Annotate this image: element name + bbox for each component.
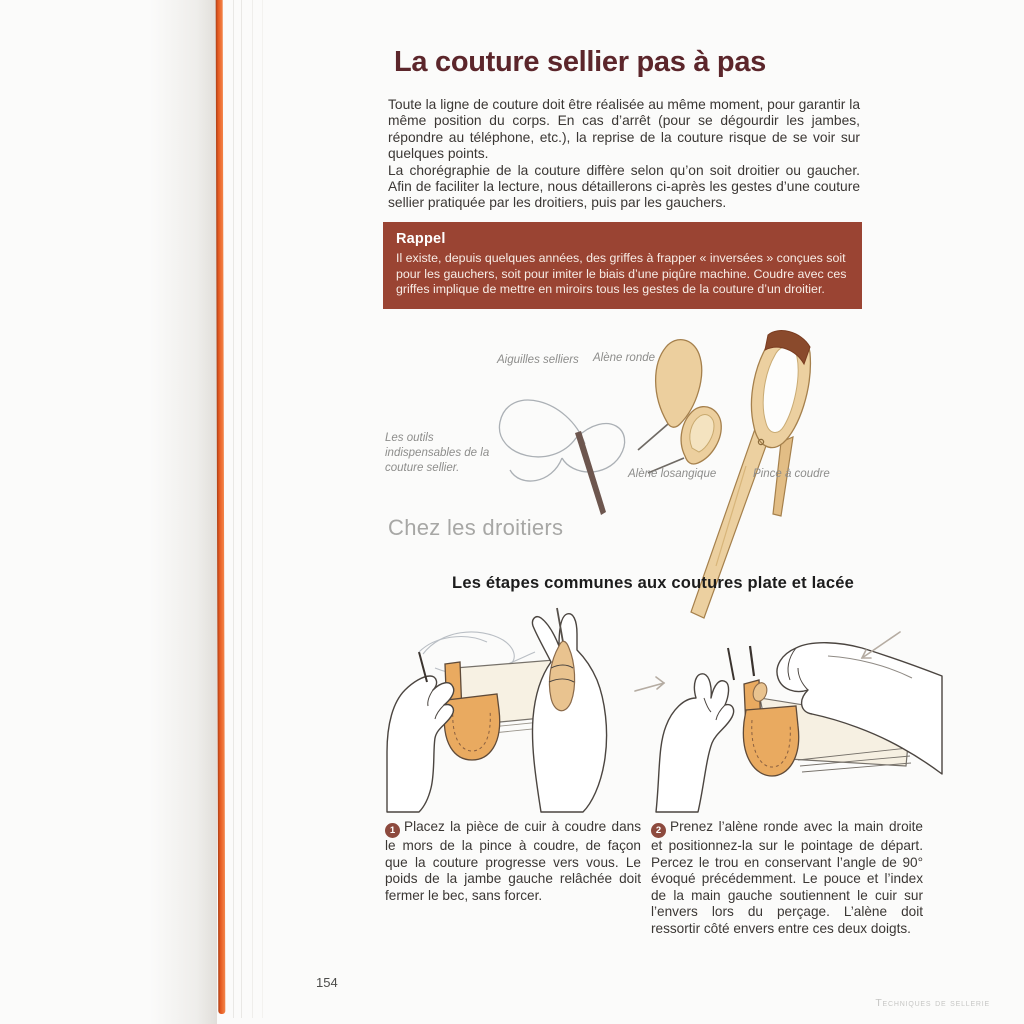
rappel-box [383,222,862,309]
rappel-body: Il existe, depuis quelques années, des griffes à frapper « inversées » conçues soit pour les gauchers, soit pour imiter le biais d’une piqûre machine. Coudre avec ces griffes implique de mettre en miroirs tous les gestes de la couture d’un droitier. [396,251,847,297]
needle-icon [575,431,606,515]
saddler-needles-icon [499,400,624,481]
page-curve-shadow [150,0,217,1024]
page-edge-line [233,0,234,1018]
step1-illustration [383,602,671,812]
page-title: La couture sellier pas à pas [394,46,766,78]
page-edge-line [241,0,242,1018]
section-heading: Chez les droitiers [388,515,564,540]
left-hand [656,674,734,812]
step-1-number-badge: 1 [385,823,400,838]
intro-paragraph-1: Toute la ligne de couture doit être réalisée au même moment, pour garantir la même position du corps. En cas d’arrêt (pour se dégourdir les jambes, répondre au téléphone, etc.), la reprise de la couture risque de se voir sur quelques points. [388,97,860,162]
rappel-heading: Rappel [396,231,446,247]
step-2-number-badge: 2 [651,823,666,838]
intro-paragraph-2: La chorégraphie de la couture diffère selon qu’on soit droitier ou gaucher. Afin de faciliter la lecture, nous détaillerons ci-après les gestes d’une couture sellier pratiquée par les droitiers, puis par les gauchers. [388,162,860,211]
label-round-awl: Alène ronde [593,352,656,364]
page-number: 154 [316,975,338,990]
section-subheading: Les étapes communes aux coutures plate et lacée [452,574,854,592]
book-cover-edge [216,0,226,1014]
step2-illustration [648,606,942,812]
running-footer: Techniques de sellerie [875,997,990,1009]
right-hand [532,614,606,812]
page-edge-line [262,0,263,1018]
page-edge-line [252,0,253,1018]
intro-text [388,97,860,212]
awl-shaft-icon [750,646,754,676]
label-clamp: Pince à coudre [753,468,830,480]
label-diamond-awl: Alène losangique [628,468,717,480]
step-2-text: Prenez l’alène ronde avec la main droite et positionnez-la sur le pointage de départ. Percez le trou en conservant l’angle de 90° évoqué précédemment. Le pouce et l’index de la main gauche soutiennent le cuir sur l’envers lors du perçage. L’alène doit ressortir côté envers entre ces deux doigts. [651,819,923,936]
label-saddler-needles: Aiguilles selliers [497,354,579,366]
step-1 [385,819,641,904]
left-hand [387,676,454,812]
step-1-text: Placez la pièce de cuir à coudre dans le mors de la pince à coudre, de façon que la couture progresse vers vous. Le poids de la jambe gauche relâchée doit fermer le bec, sans forcer. [385,819,641,903]
needle-icon [728,648,734,680]
step-2 [651,819,923,938]
figure-caption: Les outils indispensables de la couture sellier. [385,432,490,474]
clamp-jaw [743,680,798,776]
